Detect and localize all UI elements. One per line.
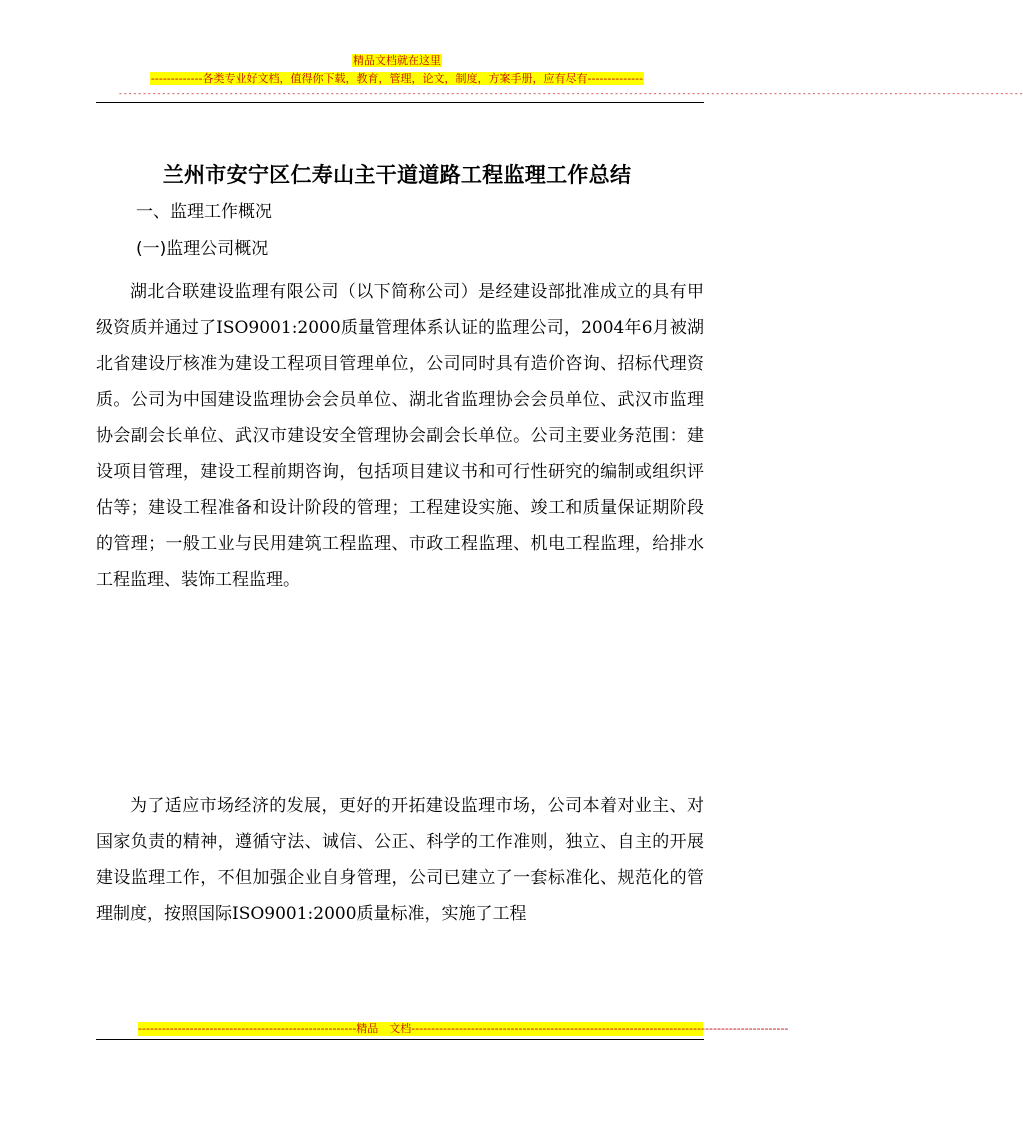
body-paragraph-2: 为了适应市场经济的发展，更好的开拓建设监理市场，公司本着对业主、对国家负责的精神，遵循守法、诚信、公正、科学的工作准则，独立、自主的开展建设监理工作，不但加强企业自身管理，公司已建立了一套标准化、规范化的管理制度，按照国际ISO9001:2000质量标准，实施了工程 <box>96 796 704 924</box>
footer-divider <box>96 1039 704 1040</box>
header-title-text: 精品文档就在这里 <box>353 54 441 67</box>
section-heading: 一、监理工作概况 <box>136 202 272 222</box>
header-slogan-text: -------------各类专业好文档，值得你下载，教育，管理，论文，制度，方案手册，应有尽有-------------- <box>150 72 644 85</box>
body-paragraph-1: 湖北合联建设监理有限公司（以下简称公司）是经建设部批准成立的具有甲级资质并通过了ISO9001:2000质量管理体系认证的监理公司，2004年6月被湖北省建设厅核准为建设工程项目管理单位，公司同时具有造价咨询、招标代理资质。公司为中国建设监理协会会员单位、湖北省监理协会会员单位、武汉市监理协会副会长单位、武汉市建设安全管理协会副会长单位。公司主要业务范围：建设项目管理，建设工程前期咨询，包括项目建议书和可行性研究的编制或组织评估等；建设工程准备和设计阶段的管理；工程建设实施、竣工和质量保证期阶段的管理；一般工业与民用建筑工程监理、市政工程监理、机电工程监理，给排水工程监理、装饰工程监理。 <box>96 282 704 590</box>
document-body <box>96 274 704 968</box>
footer-banner: -------------------------------------------------------精品 文档----------------------------------------------------------------------------------------------- <box>138 1022 789 1035</box>
subsection-heading: (一)监理公司概况 <box>136 239 269 259</box>
header-title <box>0 54 794 68</box>
header-slogan <box>0 72 794 86</box>
header-divider <box>96 102 704 103</box>
header-dash-line: -------------------------------------------------------------------------------------------------------------------------------------------------------------------------------------------- <box>118 89 1023 98</box>
document-title: 兰州市安宁区仁寿山主干道道路工程监理工作总结 <box>162 162 632 187</box>
